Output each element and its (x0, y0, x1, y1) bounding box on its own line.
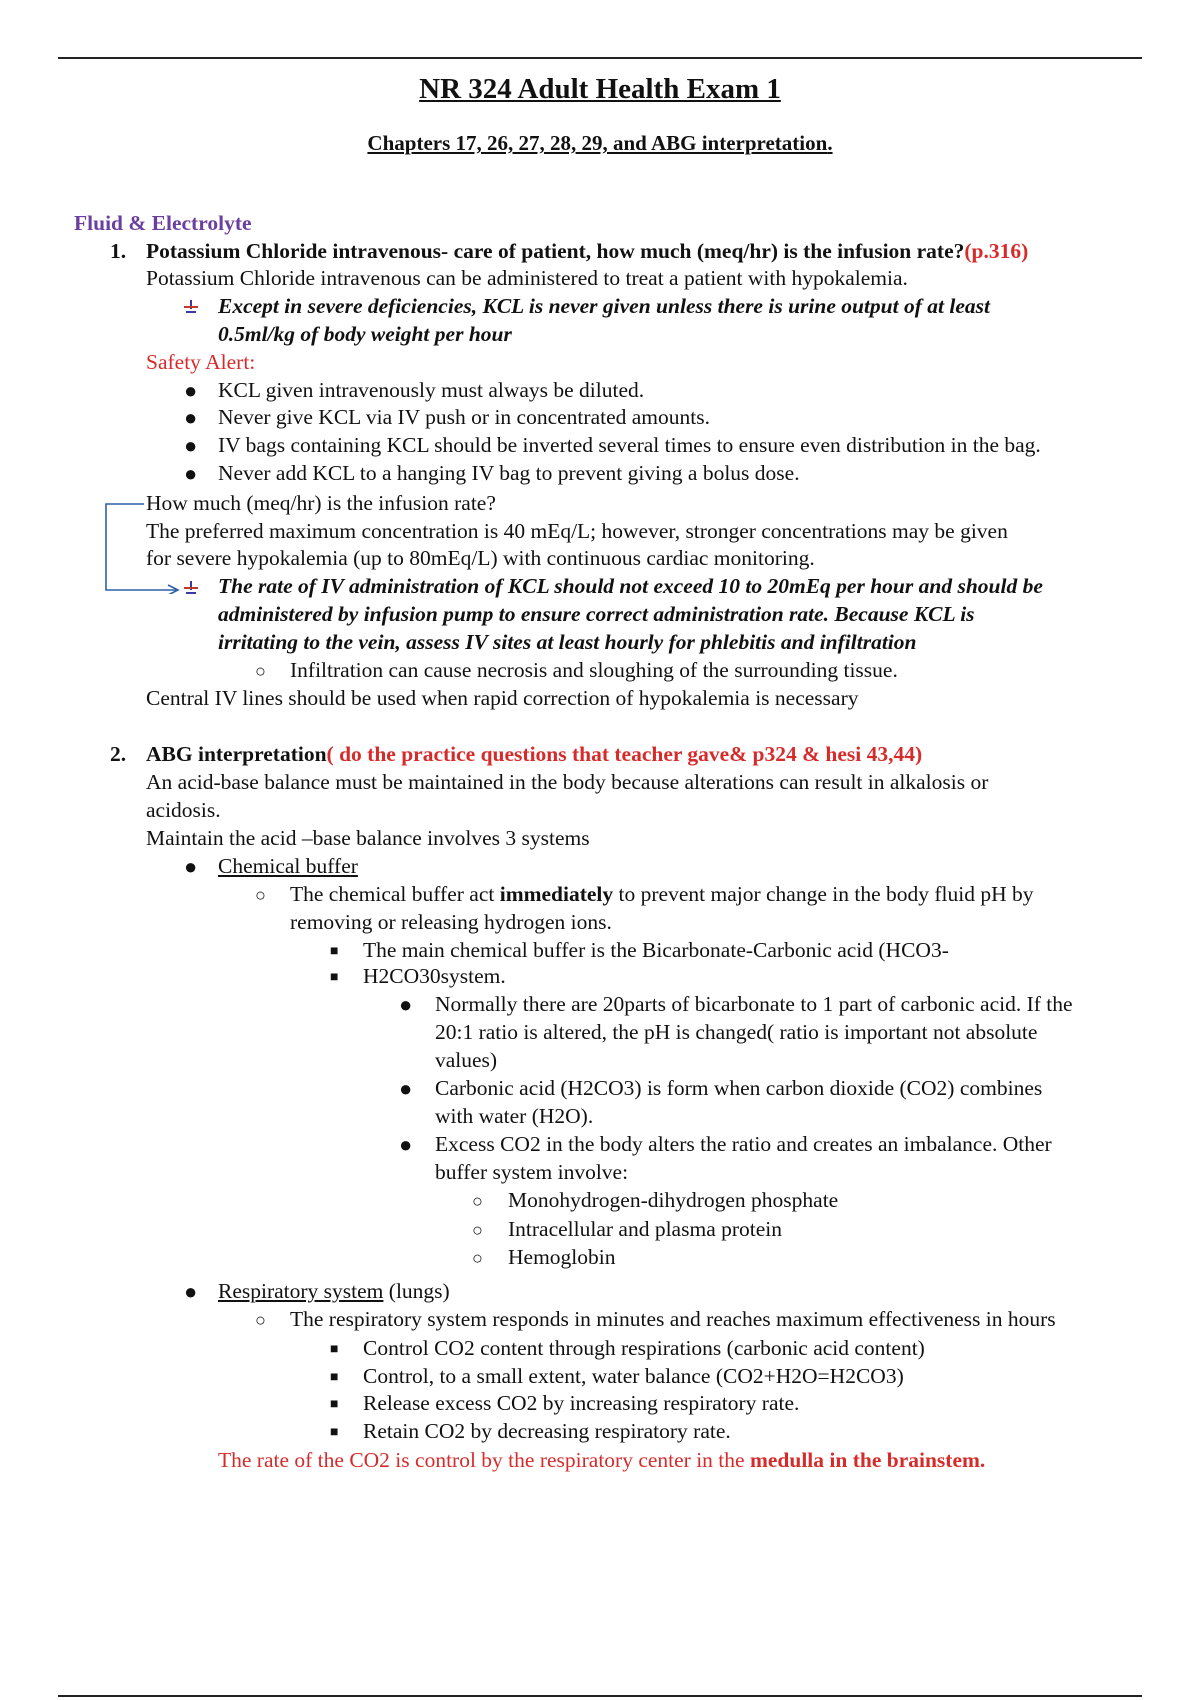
q2-title (146, 741, 922, 768)
resp-note-bold: medulla in the brainstem. (749, 1448, 986, 1472)
respiratory-heading-text: Respiratory system (218, 1279, 384, 1303)
excess-line: Excess CO2 in the body alters the ratio and creates an imbalance. Other (435, 1132, 1052, 1156)
q1-intro: Potassium Chloride intravenous can be administered to treat a patient with hypokalemia. (146, 266, 908, 290)
q1-infiltration: Infiltration can cause necrosis and sloughing of the surrounding tissue. (290, 658, 898, 682)
q2-ref: ( do the practice questions that teacher gave& p324 & hesi 43,44) (326, 742, 923, 766)
q1-page-ref: (p.316) (964, 239, 1029, 263)
arrow-bullet-icon (182, 299, 200, 315)
bullet-dot-icon: ● (184, 1279, 198, 1304)
bullet-circle-icon: ○ (472, 1191, 483, 1211)
main-buffer-line1: The main chemical buffer is the Bicarbonate-Carbonic acid (HCO3- (363, 938, 949, 962)
q1-question-text: Potassium Chloride intravenous- care of patient, how much (meq/hr) is the infusion rate? (146, 239, 965, 263)
buffer-system-item: Monohydrogen-dihydrogen phosphate (508, 1188, 839, 1212)
q1-note-line1: Except in severe deficiencies, KCL is never given unless there is urine output of at least (218, 294, 990, 318)
q1-number: 1. (110, 239, 127, 263)
bullet-square-icon: ■ (330, 1370, 339, 1385)
resp-item: Control CO2 content through respirations (carbonic acid content) (363, 1336, 925, 1360)
q1-how-much: How much (meq/hr) is the infusion rate? (146, 491, 496, 515)
bullet-circle-icon: ○ (255, 1310, 266, 1330)
resp-item: Retain CO2 by decreasing respiratory rate. (363, 1419, 731, 1443)
q1-rate-line: The rate of IV administration of KCL should not exceed 10 to 20mEq per hour and should be (218, 574, 1043, 598)
carbonic-line: with water (H2O). (435, 1104, 594, 1128)
subtitle-text: Chapters 17, 26, 27, 28, 29, and ABG interpretation (367, 131, 828, 155)
page-title: NR 324 Adult Health Exam 1 (419, 73, 781, 105)
page-subtitle: Chapters 17, 26, 27, 28, 29, and ABG interpretation. (367, 131, 833, 155)
q2-title-text: ABG interpretation (146, 742, 327, 766)
q2-systems: Maintain the acid –base balance involves 3 systems (146, 826, 590, 850)
chemical-buffer-desc-line2: removing or releasing hydrogen ions. (290, 910, 612, 934)
resp-note-text: The rate of the CO2 is control by the respiratory center in the (218, 1448, 750, 1472)
section-heading: Fluid & Electrolyte (74, 211, 252, 235)
bullet-square-icon: ■ (330, 1342, 339, 1357)
main-buffer-line2: H2CO30system. (363, 964, 506, 988)
q1-preferred-line2: for severe hypokalemia (up to 80mEq/L) with continuous cardiac monitoring. (146, 546, 815, 570)
bullet-circle-icon: ○ (255, 661, 266, 681)
ratio-line: Normally there are 20parts of bicarbonate to 1 part of carbonic acid. If the (435, 992, 1073, 1016)
q2-intro-line1: An acid-base balance must be maintained in the body because alterations can result in alkalosis or (146, 770, 989, 794)
safety-item: Never give KCL via IV push or in concentrated amounts. (218, 405, 710, 429)
carbonic-line: Carbonic acid (H2CO3) is form when carbon dioxide (CO2) combines (435, 1076, 1043, 1100)
q1-note-line2: 0.5ml/kg of body weight per hour (218, 322, 512, 346)
bullet-dot-icon: ● (399, 1076, 413, 1101)
top-rule (58, 57, 1142, 59)
q1-rate-line: administered by infusion pump to ensure correct administration rate. Because KCL is (218, 602, 975, 626)
cb-text-bold: immediately (499, 882, 614, 906)
bullet-dot-icon: ● (184, 378, 198, 403)
q1-question (146, 238, 1028, 265)
cb-text-pre: The chemical buffer act (290, 882, 500, 906)
ratio-line: 20:1 ratio is altered, the pH is changed( ratio is important not absolute (435, 1020, 1038, 1044)
respiratory-heading (218, 1278, 450, 1305)
bullet-square-icon: ■ (330, 1397, 339, 1412)
bullet-dot-icon: ● (184, 433, 198, 458)
safety-alert-label: Safety Alert: (146, 350, 256, 374)
bullet-dot-icon: ● (184, 854, 198, 879)
bullet-dot-icon: ● (184, 405, 198, 430)
safety-item: KCL given intravenously must always be diluted. (218, 378, 645, 402)
buffer-system-item: Intracellular and plasma protein (508, 1217, 783, 1241)
q1-rate-line: irritating to the vein, assess IV sites at least hourly for phlebitis and infiltration (218, 630, 917, 654)
buffer-system-item: Hemoglobin (508, 1245, 616, 1269)
bullet-circle-icon: ○ (255, 885, 266, 905)
bottom-rule (58, 1695, 1142, 1697)
ratio-line: values) (435, 1048, 498, 1072)
chemical-buffer-desc (290, 881, 1034, 908)
q1-preferred-line1: The preferred maximum concentration is 40 mEq/L; however, stronger concentrations may be given (146, 519, 1008, 543)
bullet-square-icon: ■ (330, 970, 339, 985)
bullet-dot-icon: ● (399, 1132, 413, 1157)
bullet-circle-icon: ○ (472, 1220, 483, 1240)
q2-intro-line2: acidosis. (146, 798, 221, 822)
cb-text-post: to prevent major change in the body fluid pH by (613, 882, 1034, 906)
bullet-dot-icon: ● (184, 461, 198, 486)
safety-item: IV bags containing KCL should be inverted several times to ensure even distribution in the bag. (218, 433, 1041, 457)
q2-number: 2. (110, 742, 127, 766)
respiratory-suffix: (lungs) (383, 1279, 450, 1303)
bullet-dot-icon: ● (399, 992, 413, 1017)
bullet-square-icon: ■ (330, 944, 339, 959)
resp-note (218, 1447, 985, 1474)
resp-item: Release excess CO2 by increasing respiratory rate. (363, 1391, 800, 1415)
arrow-bullet-icon (182, 580, 200, 596)
bullet-circle-icon: ○ (472, 1248, 483, 1268)
q1-central: Central IV lines should be used when rapid correction of hypokalemia is necessary (146, 686, 859, 710)
excess-line: buffer system involve: (435, 1160, 629, 1184)
chemical-buffer-heading: Chemical buffer (218, 854, 358, 878)
resp-item: Control, to a small extent, water balance (CO2+H2O=H2CO3) (363, 1364, 904, 1388)
resp-intro: The respiratory system responds in minutes and reaches maximum effectiveness in hours (290, 1307, 1056, 1331)
bullet-square-icon: ■ (330, 1425, 339, 1440)
safety-item: Never add KCL to a hanging IV bag to prevent giving a bolus dose. (218, 461, 800, 485)
